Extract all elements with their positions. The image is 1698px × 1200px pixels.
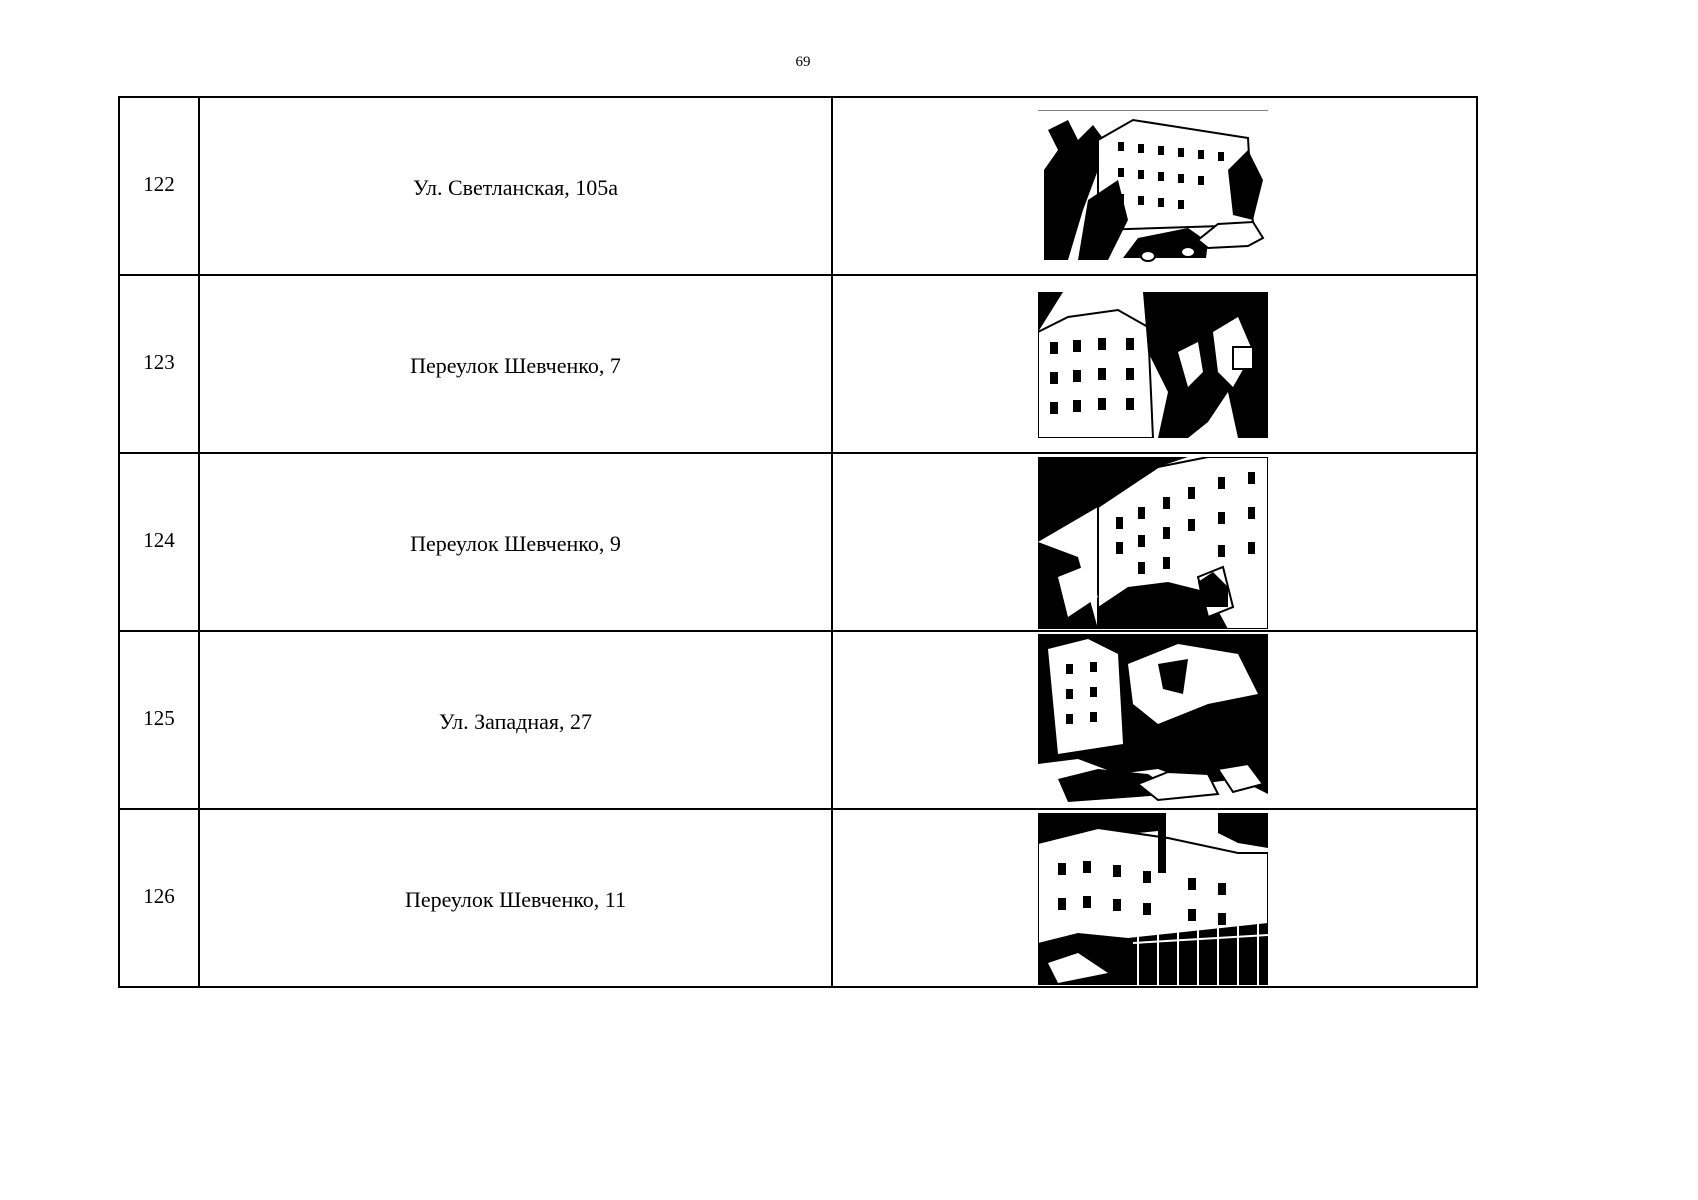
photo-cell: [832, 631, 1477, 809]
address-cell: [199, 275, 832, 453]
row-number-cell: [119, 631, 199, 809]
table-row: [119, 275, 1477, 453]
building-photo-icon: [1038, 634, 1268, 806]
photo-cell: [832, 275, 1477, 453]
building-photo-icon: [1038, 457, 1268, 629]
row-number: 122: [143, 171, 175, 196]
address: Ул. Светланская, 105а: [412, 175, 619, 200]
address-cell: [199, 809, 832, 987]
table-row: [119, 809, 1477, 987]
building-photo-icon: [1038, 292, 1268, 438]
building-registry-table: [118, 96, 1478, 988]
address: Переулок Шевченко, 11: [405, 887, 626, 912]
table-row: [119, 453, 1477, 631]
row-number: 124: [143, 527, 175, 552]
photo-cell: [832, 97, 1477, 275]
photo-cell: [832, 809, 1477, 987]
row-number: 126: [143, 883, 175, 908]
address: Переулок Шевченко, 9: [410, 531, 621, 556]
row-number: 125: [143, 705, 175, 730]
building-photo-icon: [1038, 110, 1268, 262]
row-number: 123: [143, 349, 175, 374]
address-cell: [199, 97, 832, 275]
address: Ул. Западная, 27: [439, 709, 592, 734]
table-row: [119, 631, 1477, 809]
row-number-cell: [119, 275, 199, 453]
building-photo-icon: [1038, 813, 1268, 985]
page-number: 69: [795, 54, 811, 70]
row-number-cell: [119, 809, 199, 987]
row-number-cell: [119, 97, 199, 275]
photo-cell: [832, 453, 1477, 631]
address: Переулок Шевченко, 7: [410, 353, 621, 378]
row-number-cell: [119, 453, 199, 631]
table-row: [119, 97, 1477, 275]
address-cell: [199, 631, 832, 809]
address-cell: [199, 453, 832, 631]
